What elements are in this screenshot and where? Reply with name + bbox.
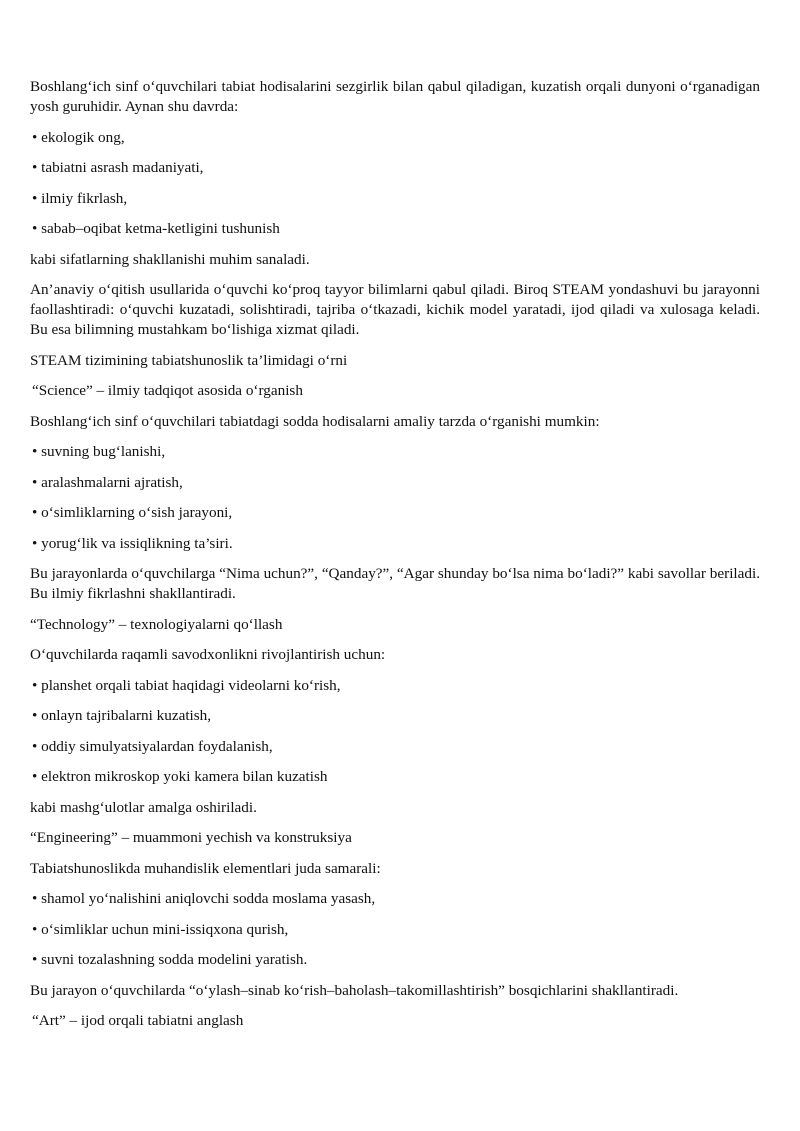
bullet-item: • onlayn tajribalarni kuzatish, xyxy=(32,707,212,724)
bullet-item: • shamol yo‘nalishini aniqlovchi sodda moslama yasash, xyxy=(32,890,376,907)
text-line: kabi sifatlarning shakllanishi muhim sanaladi. xyxy=(30,250,310,268)
bullet-item: • o‘simliklarning o‘sish jarayoni, xyxy=(32,504,233,521)
body-paragraph: Bu jarayonlarda o‘quvchilarga “Nima uchun?”, “Qanday?”, “Agar shunday bo‘lsa nima bo‘ladi?” kabi savollar beriladi. Bu ilmiy fikrlashni shakllantiradi. xyxy=(30,565,760,602)
bullet-item: • ilmiy fikrlash, xyxy=(32,189,128,207)
bullet-item: • aralashmalarni ajratish, xyxy=(32,473,183,491)
text-line: Boshlang‘ich sinf o‘quvchilari tabiatdagi sodda hodisalarni amaliy tarzda o‘rganishi mumkin: xyxy=(30,412,600,430)
text-line: O‘quvchilarda raqamli savodxonlikni rivojlantirish uchun: xyxy=(30,646,386,663)
body-paragraph: An’anaviy o‘qitish usullarida o‘quvchi ko‘proq tayyor bilimlarni qabul qiladi. Biroq STEAM yondashuvi bu jarayonni faollashtiradi: o‘quvchi kuzatadi, solishtiradi, tajriba o‘tkazadi, kichik model yaratadi, ijod qiladi va xulosaga keladi. Bu esa bilimning mustahkam bo‘lishiga xizmat qiladi. xyxy=(30,281,760,338)
bullet-item: • tabiatni asrash madaniyati, xyxy=(32,159,204,176)
intro-paragraph: Boshlang‘ich sinf o‘quvchilari tabiat hodisalarini sezgirlik bilan qabul qiladigan, kuzatish orqali dunyoni o‘rganadigan yosh guruhidir. Aynan shu davrda: xyxy=(30,78,760,115)
text-line: Bu jarayon o‘quvchilarda “o‘ylash–sinab ko‘rish–baholash–takomillashtirish” bosqichlarini shakllantiradi. xyxy=(30,981,679,999)
text-line: kabi mashg‘ulotlar amalga oshiriladi. xyxy=(30,798,257,816)
bullet-item: • elektron mikroskop yoki kamera bilan kuzatish xyxy=(32,768,328,785)
bullet-item: • oddiy simulyatsiyalardan foydalanish, xyxy=(32,737,273,755)
bullet-item: • sabab–oqibat ketma-ketligini tushunish xyxy=(32,220,280,237)
subsection-heading-art: “Art” – ijod orqali tabiatni anglash xyxy=(32,1012,244,1029)
section-title: STEAM tizimining tabiatshunoslik ta’limidagi o‘rni xyxy=(30,351,348,369)
bullet-item: • suvni tozalashning sodda modelini yaratish. xyxy=(32,951,308,968)
bullet-item: • o‘simliklar uchun mini-issiqxona qurish, xyxy=(32,920,289,938)
subsection-heading-technology: “Technology” – texnologiyalarni qo‘llash xyxy=(30,615,283,633)
bullet-item: • yorug‘lik va issiqlikning ta’siri. xyxy=(32,534,233,552)
bullet-item: • ekologik ong, xyxy=(32,128,125,146)
bullet-item: • planshet orqali tabiat haqidagi videolarni ko‘rish, xyxy=(32,676,341,694)
subsection-heading-science: “Science” – ilmiy tadqiqot asosida o‘rganish xyxy=(32,382,303,399)
subsection-heading-engineering: “Engineering” – muammoni yechish va konstruksiya xyxy=(30,829,352,846)
text-line: Tabiatshunoslikda muhandislik elementlari juda samarali: xyxy=(30,859,381,877)
bullet-item: • suvning bug‘lanishi, xyxy=(32,443,166,460)
